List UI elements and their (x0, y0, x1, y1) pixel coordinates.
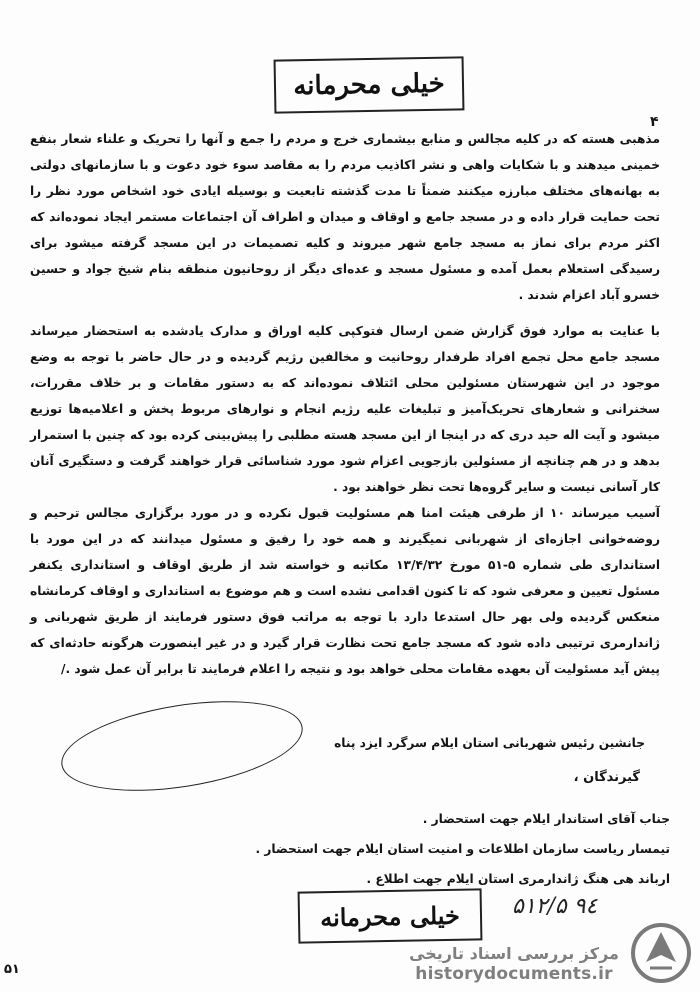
watermark (404, 944, 624, 984)
paragraph-2: با عنایت به موارد فوق گزارش ضمن ارسال فتوکپی کلیه اوراق و مدارک یادشده به استحضار میرساند مسجد جامع محل تجمع افراد طرفدار روحانیت و مخالفین رژیم گردیده و در حال حاضر با توجه به وضع موجود در این شهرستان مسئولین محلی ائتلاف نموده‌اند که به دستور مقامات و بر خلاف مقررات، سخنرانی و شعارهای تحریک‌آمیز و تبلیغات علیه رژیم انجام و نوارهای مربوط پخش و اعلامیه‌ها توزیع میشود و آیت اله حید دری که در اینجا از این مسجد هسته مطلبی را پیش‌بینی کرده بود که چنین با استمرار بدهد و در هم چنانچه از مسئولین بازجویی اعزام شود مورد شناسائی قرار خواهند گرفت و دستگیری آنان کار آسانی نیست و سایر گروه‌ها تحت نظر خواهند بود . (30, 324, 660, 494)
recipient-item: ارباند هی هنگ ژاندارمری استان ایلام جهت اطلاع . (366, 872, 670, 886)
recipient-item: جناب آقای استاندار ایلام جهت استحضار . (422, 812, 670, 826)
letter-body (30, 126, 660, 682)
recipients-list (250, 804, 670, 894)
corner-mark: ۴ (650, 114, 659, 130)
recipient-item: تیمسار ریاست سازمان اطلاعات و امنیت استان ایلام جهت استحضار . (255, 842, 670, 856)
signature-line: جانشین رئیس شهربانی استان ایلام سرگرد ایزد پناه (334, 736, 645, 750)
watermark-title: مرکز بررسی اسناد تاریخی (409, 944, 619, 963)
page-number: ۵۱ (4, 962, 20, 977)
handwritten-reference-number: ۵۱۲/۵ ۹٤ (512, 894, 598, 919)
watermark-url: historydocuments.ir (415, 964, 613, 984)
classification-label: خیلی محرمانه (293, 68, 445, 102)
paragraph-1: مذهبی هسته که در کلیه مجالس و منابع بیشماری خرج و مردم را جمع و آنها را تحریک و علناء شعار بنفع خمینی میدهند و با شکایات واهی و نشر اکاذیب مردم را به مقاصد سوء خود دعوت و با سازمانهای دولتی به بهانه‌های مختلف مبارزه میکنند ضمناً تا مدت گذشته تابعیت و بوسیله ایادی خود اشخاص مورد نظر را تحت حمایت قرار داده و در مسجد جامع و اوقاف و میدان و اطراف آن اجتماعات مستمر ایجاد نموده‌اند که اکثر مردم برای نماز به مسجد جامع شهر میروند و کلیه تصمیمات در این مسجد گرفته میشود برای رسیدگی استعلام بعمل آمده و مسئول مسجد و عده‌ای دیگر از روحانیون منطقه بنام شیخ جواد و حسین خسرو آباد اعزام شدند . (30, 132, 660, 302)
archive-logo-icon (630, 922, 692, 984)
classification-label: خیلی محرمانه (319, 900, 461, 932)
classification-stamp-bottom (298, 888, 483, 943)
paragraph-3: آسیب میرساند ۱۰ از طرفی هیئت امنا هم مسئولیت قبول نکرده و در مورد برگزاری مجالس ترحیم و روضه‌خوانی اجازه‌ای از شهربانی نمیگیرند و همه خود را رفیق و مسئول میدانند که در این مورد با استانداری طی شماره ۵-۵۱ مورخ ۱۳/۴/۳۲ مکاتبه و خواسته شد از طریق اوقاف و استانداری یکنفر مسئول تعیین و معرفی شود که تا کنون اقدامی نشده است و هم موضوع به استانداری و اوقاف کرمانشاه منعکس گردیده ولی بهر حال استدعا دارد با توجه به مراتب فوق دستور فرمایند از طریق شهربانی و ژاندارمری ترتیبی داده شود که مسجد جامع تحت نظارت قرار گیرد و در غیر اینصورت هرگونه حادثه‌ای که پیش آید مسئولیت آن بعهده مقامات محلی خواهد بود و نتیجه را اعلام فرمایند تا برابر آن عمل شود ./ (30, 506, 660, 676)
recipients-heading: گیرندگان ، (573, 770, 640, 785)
classification-stamp-top (274, 56, 465, 113)
